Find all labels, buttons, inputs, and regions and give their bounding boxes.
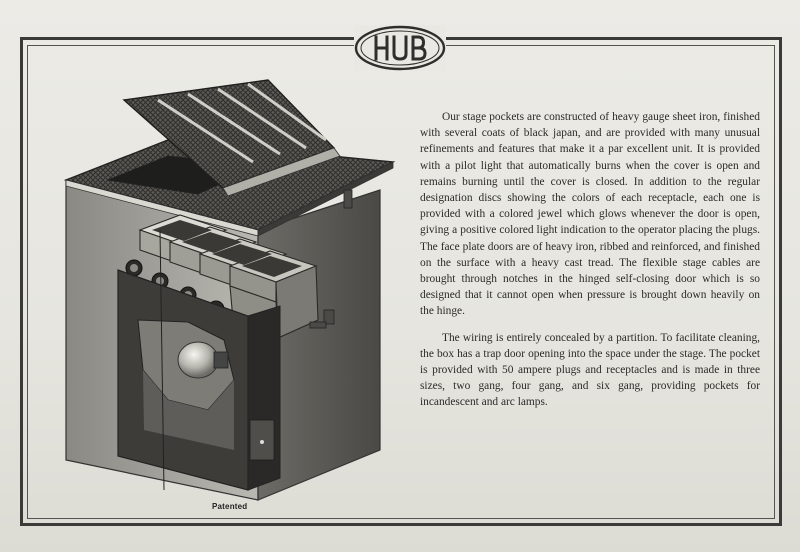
stage-pocket-illustration	[48, 70, 404, 510]
body-text	[420, 109, 760, 421]
body-paragraph: Our stage pockets are constructed of heavy gauge sheet iron, finished with several coats of black japan, and are provided with many unusual refinements and features that make it a par excellent unit. It is provided with a pilot light that automatically burns when the cover is open and remains burning until the cover is closed. In addition to the regular designation discs showing the colors of each receptacle, each one is provided with a colored jewel which glows whenever the door is open, giving a positive colored light indication to the operator placing the plugs. The face plate doors are of heavy iron, ribbed and reinforced, and finished on the surface with a heavy cast tread. The flexible stage cables are brought through notches in the hinged self-closing door which is so designed that it cannot open when pressure is brought down heavily on the hinge.	[420, 111, 760, 318]
figure-caption: Patented	[212, 502, 248, 511]
hub-logo	[354, 25, 446, 71]
body-paragraph: The wiring is entirely concealed by a partition. To facilitate cleaning, the box has a trap door opening into the space under the stage. The pocket is provided with 50 ampere plugs and receptacles and is made in three sizes, two gang, four gang, and six gang, providing pockets for incandescent and arc lamps.	[420, 331, 760, 409]
pilot-light-bulb	[178, 342, 218, 378]
